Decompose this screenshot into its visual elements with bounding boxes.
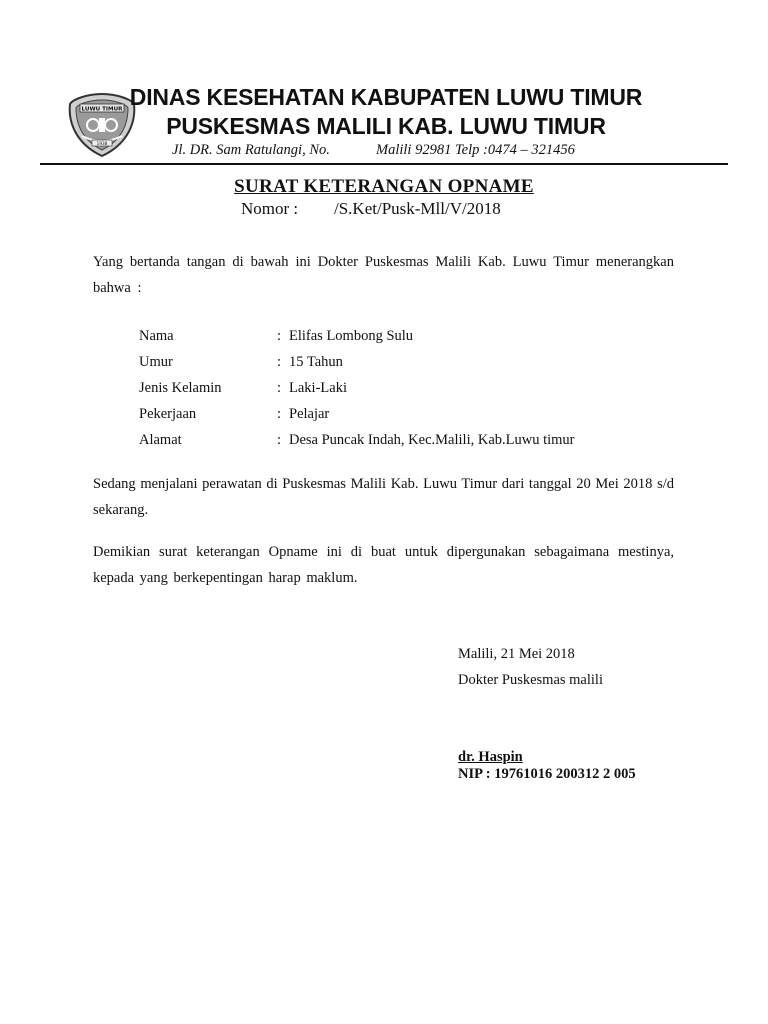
intro-paragraph: Yang bertanda tangan di bawah ini Dokter Puskesmas Malili Kab. Luwu Timur menerangkan bahwa : xyxy=(93,254,674,296)
identity-value: Pelajar xyxy=(289,406,330,422)
signature-name: dr. Haspin xyxy=(458,749,523,765)
identity-label: Umur xyxy=(139,354,173,370)
identity-label: Pekerjaan xyxy=(139,406,197,422)
identity-colon: : xyxy=(277,432,282,448)
letter-number-label: Nomor : xyxy=(241,199,299,218)
identity-label: Alamat xyxy=(139,432,182,448)
identity-label: Nama xyxy=(139,328,174,344)
identity-label: Jenis Kelamin xyxy=(139,380,222,396)
signature-role: Dokter Puskesmas malili xyxy=(458,672,603,688)
identity-value: Desa Puncak Indah, Kec.Malili, Kab.Luwu timur xyxy=(289,432,575,448)
identity-value: Laki-Laki xyxy=(289,380,347,396)
identity-colon: : xyxy=(277,406,282,422)
statement-paragraph: Sedang menjalani perawatan di Puskesmas Malili Kab. Luwu Timur dari tanggal 20 Mei 2018 s/d sekarang. xyxy=(93,476,674,518)
signature-nip: NIP : 19761016 200312 2 005 xyxy=(458,766,636,782)
logo-text: LUWU TIMUR xyxy=(81,106,123,113)
letterhead-divider xyxy=(40,163,728,165)
identity-value: Elifas Lombong Sulu xyxy=(289,328,414,344)
letterhead-postal-phone: Malili 92981 Telp :0474 – 321456 xyxy=(376,142,575,158)
letterhead-unit: PUSKESMAS MALILI KAB. LUWU TIMUR xyxy=(166,113,606,139)
letterhead-agency: DINAS KESEHATAN KABUPATEN LUWU TIMUR xyxy=(129,84,643,110)
letter-title: SURAT KETERANGAN OPNAME xyxy=(234,176,534,197)
signature-place-date: Malili, 21 Mei 2018 xyxy=(458,646,575,662)
identity-colon: : xyxy=(277,354,282,370)
letter-number-value: /S.Ket/Pusk-Mll/V/2018 xyxy=(334,199,501,218)
identity-value: 15 Tahun xyxy=(289,354,343,370)
logo-year: 1938 xyxy=(96,141,108,146)
identity-colon: : xyxy=(277,380,282,396)
letterhead-address: Jl. DR. Sam Ratulangi, No. xyxy=(172,142,330,158)
identity-colon: : xyxy=(277,328,282,344)
closing-paragraph: Demikian surat keterangan Opname ini di buat untuk dipergunakan sebagaimana mestinya, kepada yang berkepentingan harap maklum. xyxy=(93,544,674,586)
